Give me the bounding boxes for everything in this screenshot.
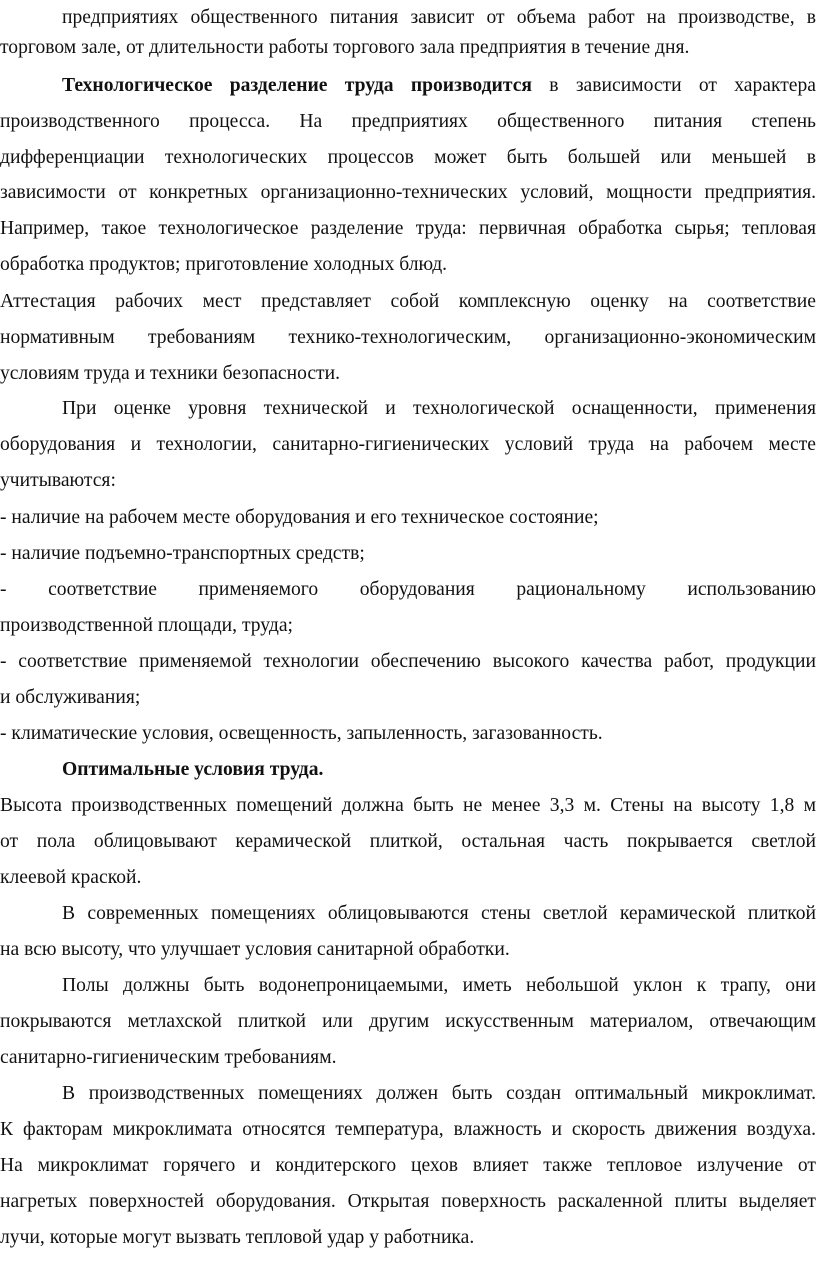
- text-line: В производственных помещениях должен быть создан оптимальный микроклимат.: [62, 1083, 816, 1104]
- text-line: Полы должны быть водонепроницаемыми, иметь небольшой уклон к трапу, они: [62, 975, 816, 996]
- text-line: на всю высоту, что улучшает условия санитарной обработки.: [0, 939, 510, 960]
- list-item: - наличие подъемно-транспортных средств;: [0, 543, 365, 564]
- text-line: нагретых поверхностей оборудования. Открытая поверхность раскаленной плиты выделяет: [0, 1191, 816, 1212]
- list-item: - соответствие применяемого оборудования рациональному использованию: [0, 579, 816, 600]
- text-line: производственной площади, труда;: [0, 615, 293, 636]
- text-line: условиям труда и техники безопасности.: [0, 363, 341, 384]
- list-item: - соответствие применяемой технологии обеспечению высокого качества работ, продукции: [0, 651, 816, 672]
- text-line: зависимости от конкретных организационно-технических условий, мощности предприятия.: [0, 182, 816, 203]
- section-heading: Оптимальные условия труда.: [62, 759, 324, 780]
- text-line: производственного процесса. На предприятиях общественного питания степень: [0, 111, 816, 132]
- text-line: К факторам микроклимата относятся температура, влажность и скорость движения воздуха.: [0, 1119, 816, 1140]
- text-line: от пола облицовывают керамической плиткой, остальная часть покрывается светлой: [0, 831, 816, 852]
- text-line: предприятиях общественного питания зависит от объема работ на производстве, в: [62, 7, 816, 28]
- text-line: Например, такое технологическое разделение труда: первичная обработка сырья; тепловая: [0, 218, 816, 239]
- text-span: в зависимости от характера: [549, 75, 816, 96]
- list-item: - наличие на рабочем месте оборудования и его техническое состояние;: [0, 507, 599, 528]
- text-line: нормативным требованиям технико-технологическим, организационно-экономическим: [0, 327, 816, 348]
- text-line: Высота производственных помещений должна быть не менее 3,3 м. Стены на высоту 1,8 м: [0, 795, 816, 816]
- list-item: - климатические условия, освещенность, запыленность, загазованность.: [0, 723, 603, 744]
- text-line: обработка продуктов; приготовление холодных блюд.: [0, 254, 448, 275]
- text-line: Аттестация рабочих мест представляет собой комплексную оценку на соответствие: [0, 291, 816, 312]
- bold-heading: Технологическое разделение труда производится: [62, 75, 533, 96]
- paragraph-heading-line: [62, 68, 816, 104]
- text-line: клеевой краской.: [0, 867, 142, 888]
- text-line: При оценке уровня технической и технологической оснащенности, применения: [62, 398, 816, 419]
- text-line: В современных помещениях облицовываются стены светлой керамической плиткой: [62, 903, 816, 924]
- text-line: торговом зале, от длительности работы торгового зала предприятия в течение дня.: [0, 37, 690, 58]
- text-line: оборудования и технологии, санитарно-гигиенических условий труда на рабочем месте: [0, 434, 816, 455]
- text-line: лучи, которые могут вызвать тепловой удар у работника.: [0, 1227, 475, 1248]
- text-line: санитарно-гигиеническим требованиям.: [0, 1047, 337, 1068]
- text-line: дифференциации технологических процессов может быть большей или меньшей в: [0, 147, 816, 168]
- text-line: На микроклимат горячего и кондитерского цехов влияет также тепловое излучение от: [0, 1155, 816, 1176]
- text-line: покрываются метлахской плиткой или другим искусственным материалом, отвечающим: [0, 1011, 816, 1032]
- text-line: учитываются:: [0, 470, 116, 491]
- text-line: и обслуживания;: [0, 687, 141, 708]
